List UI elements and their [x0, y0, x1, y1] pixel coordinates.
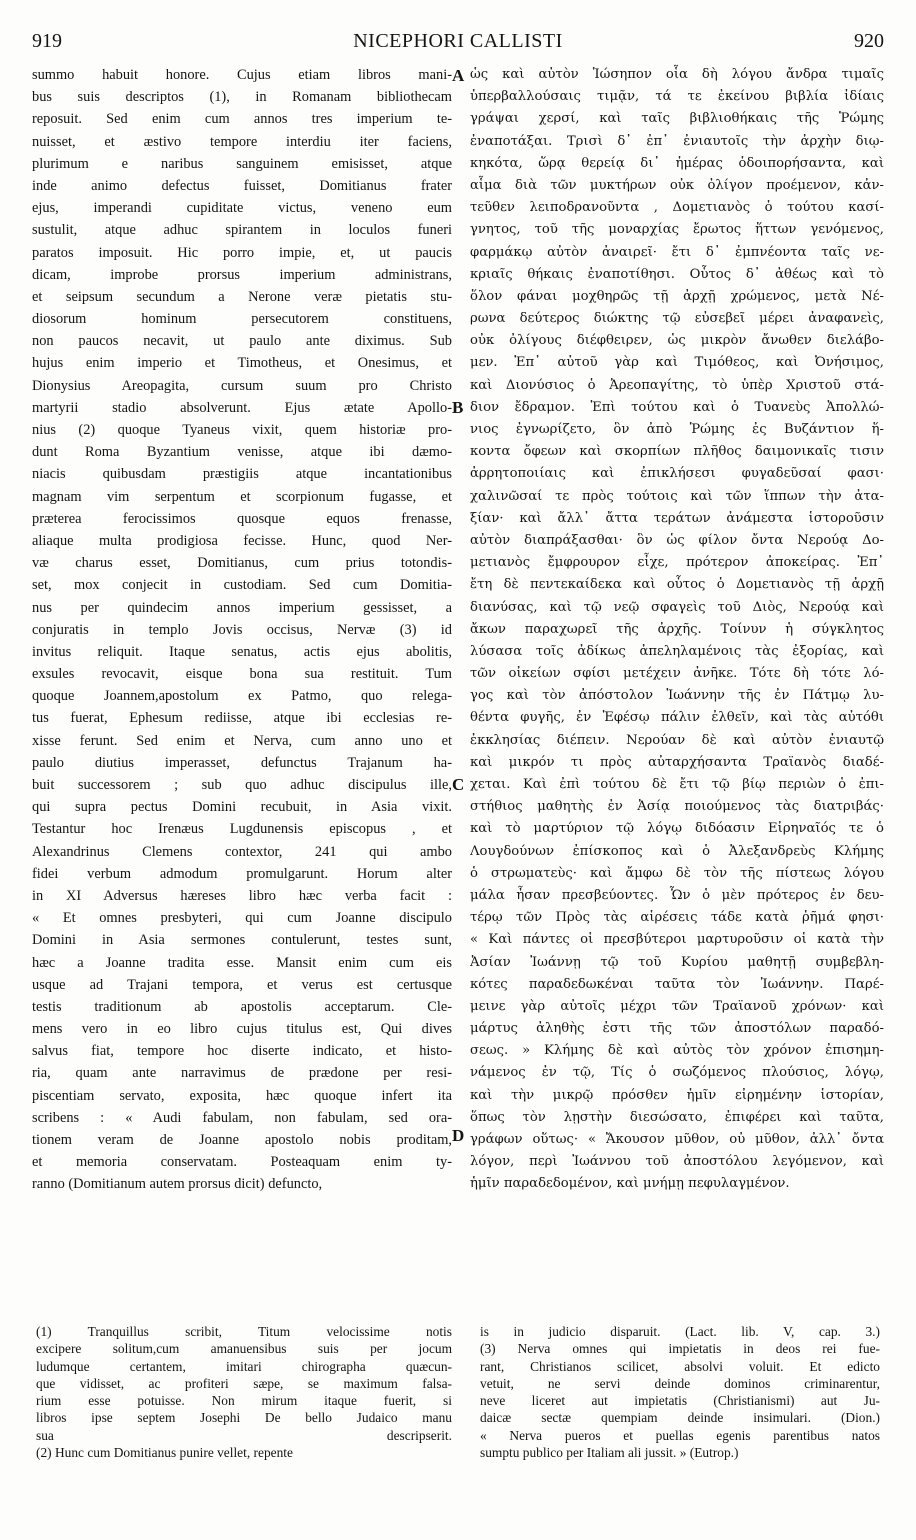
latin-text-line: summo habuit honore. Cujus etiam libros mani-: [32, 67, 452, 83]
greek-text-line: θέντα φυγῆς, ἐν Ἐφέσῳ πάλιν ἐλθεῖν, καὶ τὰς αὐτόθι: [470, 710, 884, 726]
latin-text-line: buit successorem ; sub quo adhuc discipulus ille,: [32, 777, 452, 793]
greek-text-line: αὐτὸν διαπράξασθαι· ὃν ὡς φίλον ὄντα Νερούᾳ Δο-: [470, 532, 884, 548]
greek-text-line: ὁ στρωματεὺς· καὶ ἄμφω δὲ τὸν τῆς πίστεως λόγου: [470, 865, 884, 881]
latin-text-line: scribens : « Audi fabulam, non fabulam, sed ora-: [32, 1109, 452, 1126]
footnotes-right: [480, 1323, 880, 1461]
greek-text-line: κότες παραδεδωκέναι ταῦτα τὸν Ἰωάννην. Παρέ-: [470, 976, 884, 992]
latin-text-line: et memoria conservatam. Posteaquam enim ty-: [32, 1154, 452, 1171]
greek-text-line: σεως. » Κλήμης δὲ καὶ αὐτὸς τὸν χρόνον ἐπισημη-: [470, 1043, 884, 1059]
greek-text-line: χαλινῶσαί τε πρὸς τούτοις καὶ τῶν ἵππων τὴν ἀτα-: [470, 488, 884, 504]
latin-text-line: fidei verbum admodum promulgarunt. Horum alter: [32, 865, 452, 882]
latin-text-line: conjuratis in templo Jovis occisus, Nervæ (3) id: [32, 621, 452, 638]
greek-text-line: ἐναποτάξαι. Τρισὶ δ᾿ ἐπ᾿ ἐνιαυτοῖς τὴν ἀρχὴν διῳ-: [470, 133, 884, 149]
greek-text-line: ἡμῖν παραδεδομένον, καὶ μνήμῃ πεφυλαγμένον.: [470, 1176, 790, 1192]
latin-text-line: ejus, imperandi cupiditate victus, veneno eum: [32, 200, 452, 217]
greek-text-line: ρωνα δεύτερος διώκτης τῷ εὐσεβεῖ μέρει ἀναφανεὶς,: [470, 311, 884, 327]
greek-text-line: αἷμα διὰ τῶν μυκτήρων οὐκ ὀλίγον προέμενον, κἀν-: [470, 177, 884, 193]
greek-text-line: διον ἔδραμον. Ἐπὶ τούτου καὶ ὁ Τυανεὺς Ἀπολλώ-: [470, 399, 884, 415]
greek-text-line: μάρτυς ἀληθὴς ἐστι τῆς τῶν ἀποστόλων παραδό-: [470, 1021, 884, 1037]
margin-marker-c: C: [452, 775, 465, 794]
latin-text-line: piscentiam servato, exposita, hæc quoque infert ita: [32, 1087, 452, 1104]
footnote-line: sumptu publico per Italiam ali jussit. » (Eutrop.): [480, 1445, 739, 1461]
latin-text-line: xisse ferunt. Sed enim et Nerva, cum anno uno et: [32, 732, 452, 749]
greek-text-line: νάμενος ἐν τῷ, Τίς ὁ σωζόμενος πλούσιος, λόγῳ,: [470, 1065, 884, 1081]
latin-text-line: aliaque multa prodigiosa fecisse. Hunc, quod Ner-: [32, 532, 452, 549]
greek-text-line: κοντα ὄφεων καὶ σκορπίων πλῆθος δαιμονικαῖς τισιν: [470, 444, 884, 460]
latin-text-line: tus fuerat, Ephesum rediisse, atque ibi ecclesias re-: [32, 710, 452, 727]
greek-text-line: ἔτη δὲ πεντεκαίδεκα καὶ οὗτος ὁ Δομετιανὸς τῇ ἀρχῇ: [470, 577, 884, 593]
latin-text-line: nus per quindecim annos imperium gessisset, a: [32, 599, 452, 616]
latin-text-line: Testantur hoc Irenæus Lugdunensis episcopus , et: [32, 821, 452, 838]
latin-column: [32, 64, 452, 1196]
latin-text-line: dicam, improbe prorsus imperium administrans,: [32, 266, 452, 283]
greek-text-line: μάλα ἦσαν πρεσβεύοντες. Ὧν ὁ μὲν πρότερος ἐν δευ-: [470, 887, 884, 903]
greek-text-line: καὶ μικρόν τι πρὸς αὐταρχήσαντα Τραϊανὸς διαδέ-: [470, 754, 884, 770]
latin-text-line: bus suis descriptos (1), in Romanam bibliothecam: [32, 89, 452, 106]
footnote-line: libros ipse septem Josephi De bello Judaico manu: [36, 1410, 452, 1426]
margin-marker-a: A: [452, 66, 465, 85]
footnote-line: (1) Tranquillus scribit, Titum velocissime notis: [36, 1324, 452, 1339]
greek-text-line: διανύσας, καὶ τῷ νεῷ σφαγεὶς τοῦ Διὸς, Νερούᾳ καὶ: [470, 599, 884, 615]
latin-text-line: non paucos necavit, ut paulo ante diximus. Sub: [32, 333, 452, 350]
greek-text-line: ἄκων παραχωρεῖ τῆς ἀρχῆς. Τοίνυν ἡ σύγκλητος: [470, 621, 884, 637]
greek-text-line: κηκότα, ὥρᾳ θερείᾳ δι᾿ ἡμέρας ὁδοιπορήσαντα, καὶ: [470, 155, 884, 171]
latin-text-line: « Et omnes presbyteri, qui cum Joanne discipulo: [32, 910, 452, 927]
footnote-line: vetuit, ne servi deinde dominos criminarentur,: [480, 1375, 880, 1391]
latin-text-line: mens vero in eo libro cujus titulus est, Qui dives: [32, 1021, 452, 1038]
latin-text-line: Alexandrinus Clemens contextor, 241 qui ambo: [32, 843, 452, 860]
greek-text-line: μεινε γὰρ αὐτοῖς μέχρι τῶν Τραϊανοῦ χρόνων· καὶ: [470, 998, 884, 1014]
latin-text-line: magnam vim serpentum et scorpionum fugasse, et: [32, 488, 452, 505]
running-title: NICEPHORI CALLISTI: [353, 30, 563, 52]
footnote-line: daicæ sectæ quempiam deinde insimulari. (Dion.): [480, 1410, 880, 1426]
greek-text-line: μεν. Ἐπ᾿ αὐτοῦ γὰρ καὶ Τιμόθεος, καὶ Ὀνήσιμος,: [470, 355, 884, 371]
latin-text-line: testis traditionum ab apostolis acceptarum. Cle-: [32, 998, 452, 1015]
latin-text-line: præterea ferocissimos quosque equos frenasse,: [32, 510, 452, 527]
latin-text-line: qui supra pectus Domini recubuit, in Asia vixit.: [32, 799, 452, 816]
greek-text-line: ὅπως τὸν λῃστὴν διεσώσατο, ἐπιφέρει καὶ ταῦτα,: [470, 1109, 884, 1125]
greek-text-line: ἀρρητοποιίαις καὶ ἐπικλήσεσι φυγαδεῦσαί φασι·: [470, 466, 884, 482]
footnote-line: rant, Christianos scilicet, absolvi voluit. Et edicto: [480, 1358, 880, 1374]
greek-text-line: γράφων οὕτως· « Ἄκουσον μῦθον, οὐ μῦθον, ἀλλ᾿ ὄντα: [470, 1132, 884, 1147]
greek-text-line: καὶ τὸ μαρτύριον τῷ λόγῳ διδόασιν Εἰρηναῖός τε ὁ: [470, 821, 884, 837]
latin-text-line: nuisset, et æstivo tempore interdiu iter faciens,: [32, 133, 452, 150]
footnote-line: neve liceret aut impietatis (Christianismi) aut Ju-: [480, 1393, 880, 1409]
latin-text-line: ranno (Domitianum autem prorsus dicit) defuncto,: [32, 1176, 323, 1193]
latin-text-line: quoque Joannem,apostolum ex Patmo, quo relega-: [32, 688, 452, 705]
greek-column: [470, 64, 884, 1196]
latin-text-line: paratos imposuit. Hic porro impie, et, ut paucis: [32, 244, 452, 261]
latin-text-line: et seipsum secundum a Nerone veræ pietatis stu-: [32, 288, 452, 305]
latin-text-line: tionem veram de Joanne apostolo nobis proditam,: [32, 1132, 452, 1148]
greek-text-line: γος καὶ τὸν ἀπόστολον Ἰωάννην τῆς ἐν Πάτμῳ λυ-: [470, 688, 884, 704]
latin-text-line: usque ad Trajani tempora, et verus est certusque: [32, 976, 452, 993]
latin-text-line: niacis quibusdam præstigiis atque incantationibus: [32, 466, 452, 483]
footnote-line: sua descripserit.: [36, 1427, 452, 1443]
footnote-line: (3) Nerva omnes qui impietatis in deos rei fue-: [480, 1341, 880, 1357]
left-page-number: 919: [32, 30, 62, 52]
greek-text-line: γνητος, τοῦ τῆς μοναρχίας ἔρωτος ἥττων γενόμενος,: [470, 222, 884, 238]
latin-text-line: ria, quam ante narravimus de prædone per resi-: [32, 1065, 452, 1082]
greek-text-line: γράψαι χερσί, καὶ ταῖς βιβλιοθήκαις τῆς Ῥώμης: [470, 111, 884, 127]
latin-text-line: dunt Roma Byzantium venisse, atque ibi dæmo-: [32, 444, 452, 461]
footnote-line: is in judicio disparuit. (Lact. lib. V, cap. 3.): [480, 1324, 880, 1339]
latin-text-line: paulo diutius imperasset, defunctus Trajanum ha-: [32, 754, 452, 771]
greek-text-line: λόγον, περὶ Ἰωάννου τοῦ ἀποστόλου λεγόμενον, καὶ: [470, 1154, 884, 1170]
latin-text-line: hæc a Joanne tradita esse. Mansit enim cum eis: [32, 954, 452, 971]
greek-text-line: τέρῳ τῶν Πρὸς τὰς αἱρέσεις τάδε κατὰ ῥῆμά φησι·: [470, 910, 884, 926]
footnote-line: rium esse potuisse. Non mirum itaque fuerit, si: [36, 1393, 452, 1409]
latin-text-line: inde animo defectus fuisset, Domitianus frater: [32, 177, 452, 194]
margin-marker-d: D: [452, 1126, 465, 1145]
latin-text-line: salvus fiat, tempore hoc diserte indicato, et histo-: [32, 1043, 452, 1060]
greek-text-line: κριαῖς θήκαις ἐναποτίθησι. Οὗτος δ᾿ ἀθέως καὶ τὸ: [470, 266, 884, 282]
greek-text-line: φαρμάκῳ αὐτὸν ἀναιρεῖ· ἔτι δ᾿ ἐμπνέοντα ταῖς νε-: [470, 244, 884, 260]
greek-text-line: καὶ Διονύσιος ὁ Ἀρεοπαγίτης, τὸ ὑπὲρ Χριστοῦ στά-: [470, 377, 884, 393]
greek-text-line: χεται. Καὶ ἐπὶ τούτου δὲ ἔτι τῷ βίῳ περιὼν ὁ ἐπι-: [470, 777, 884, 792]
latin-text-line: Domini in Asia sermones contulerunt, testes sunt,: [32, 932, 452, 949]
latin-text-line: hujus enim imperio et Timotheus, et Onesimus, et: [32, 355, 452, 372]
greek-text-line: μετιανὸς ἔμφρουρον εἶχε, πρότερον ἀποκείρας. Ἐπ᾿: [470, 555, 884, 571]
latin-text-line: Dionysius Areopagita, cursum suum pro Christo: [32, 377, 452, 394]
footnote-line: « Nerva pueros et puellas egenis parentibus natos: [480, 1427, 880, 1443]
greek-text-line: στήθιος μαθητὴς ἐν Ἀσίᾳ ποιούμενος τὰς διατριβάς·: [470, 799, 884, 815]
right-page-number: 920: [854, 30, 884, 52]
greek-text-line: τῶν οἰκείων σφίσι μετέχειν ἀνῆκε. Τότε δὴ τότε λό-: [470, 666, 884, 682]
footnotes-left: [36, 1323, 452, 1461]
latin-text-line: in XI Adversus hæreses libro hæc verba facit :: [32, 887, 452, 904]
latin-text-line: exsules revocavit, eisque bona sua restituit. Tum: [32, 666, 452, 683]
footnote-line: excipere solitum,cum amanuensibus suis per jocum: [36, 1341, 452, 1357]
greek-text-line: ὑπερβαλλούσαις τιμᾷν, τά τε ἐκείνου βιβλία ἰδίαις: [470, 89, 884, 105]
greek-text-line: ξίαν· καὶ ἄλλ᾿ ἄττα τεράτων ἀνάμεστα ἱστοροῦσιν: [470, 510, 884, 526]
latin-text-line: nius (2) quoque Tyaneus vixit, quem historiæ pro-: [32, 422, 452, 438]
margin-marker-b: B: [452, 398, 464, 417]
greek-text-line: νιος ἐγνωρίζετο, ὃν ἀπὸ Ῥώμης ἐς Βυζάντιον ἥ-: [470, 422, 884, 437]
latin-text-line: martyrii stadio absolverunt. Ejus ætate Apollo-: [32, 399, 452, 416]
footnote-line: ludumque certantem, imitari chirographa quæcun-: [36, 1358, 452, 1374]
latin-text-line: diosorum hominum persecutorem constituens,: [32, 311, 452, 328]
greek-text-line: « Καὶ πάντες οἱ πρεσβύτεροι μαρτυροῦσιν οἱ κατὰ τὴν: [470, 932, 884, 948]
latin-text-line: sustulit, atque adhuc spirantem in loculos funeri: [32, 222, 452, 239]
running-header: [32, 30, 884, 56]
latin-text-line: plurimum e naribus sanguinem emisisset, atque: [32, 155, 452, 172]
greek-text-line: οὐκ ὀλίγους διέφθειρεν, ὡς μικρὸν ἄνωθεν διελάβο-: [470, 333, 884, 349]
greek-text-line: ὡς καὶ αὐτὸν Ἰώσηπον οἷα δὴ λόγου ἄνδρα τιμαῖς: [470, 67, 884, 82]
greek-text-line: καὶ τὴν μικρῷ πρόσθεν ἡμῖν εἰρημένην ἱστορίαν,: [470, 1087, 884, 1103]
latin-text-line: reposuit. Sed enim cum annos tres imperium te-: [32, 111, 452, 128]
greek-text-line: τεῦθεν λειποδρανοῦντα , Δομετιανὸς ὁ τούτου κασί-: [470, 200, 884, 216]
latin-text-line: set, mox conjecit in custodiam. Sed cum Domitia-: [32, 577, 452, 594]
greek-text-line: λύσασα τοῖς ἀδίκως ἀπεληλαμένοις τὰς ἐξορίας, καὶ: [470, 643, 884, 659]
greek-text-line: Ἀσίαν Ἰωάννῃ τῷ τοῦ Κυρίου μαθητῇ συμβεβλη-: [470, 954, 884, 970]
greek-text-line: ἐκκλησίας διέπειν. Νερούαν δὲ καὶ αὐτὸν ἐνιαυτῷ: [470, 732, 884, 748]
footnote-line: (2) Hunc cum Domitianus punire vellet, repente: [36, 1445, 293, 1461]
latin-text-line: invitus reliquit. Itaque senatus, actis ejus abolitis,: [32, 643, 452, 660]
latin-text-line: væ charus esset, Domitianus, cum prius totondis-: [32, 555, 452, 572]
greek-text-line: ὅλον φάναι μοχθηρῶς τῇ ἀρχῇ χρώμενος, μετὰ Νέ-: [470, 288, 884, 304]
greek-text-line: Λουγδούνων ἐπίσκοπος καὶ ὁ Ἀλεξανδρεὺς Κλήμης: [470, 843, 884, 859]
footnote-line: que vidisset, ac profiteri sæpe, se maximum falsa-: [36, 1375, 452, 1391]
